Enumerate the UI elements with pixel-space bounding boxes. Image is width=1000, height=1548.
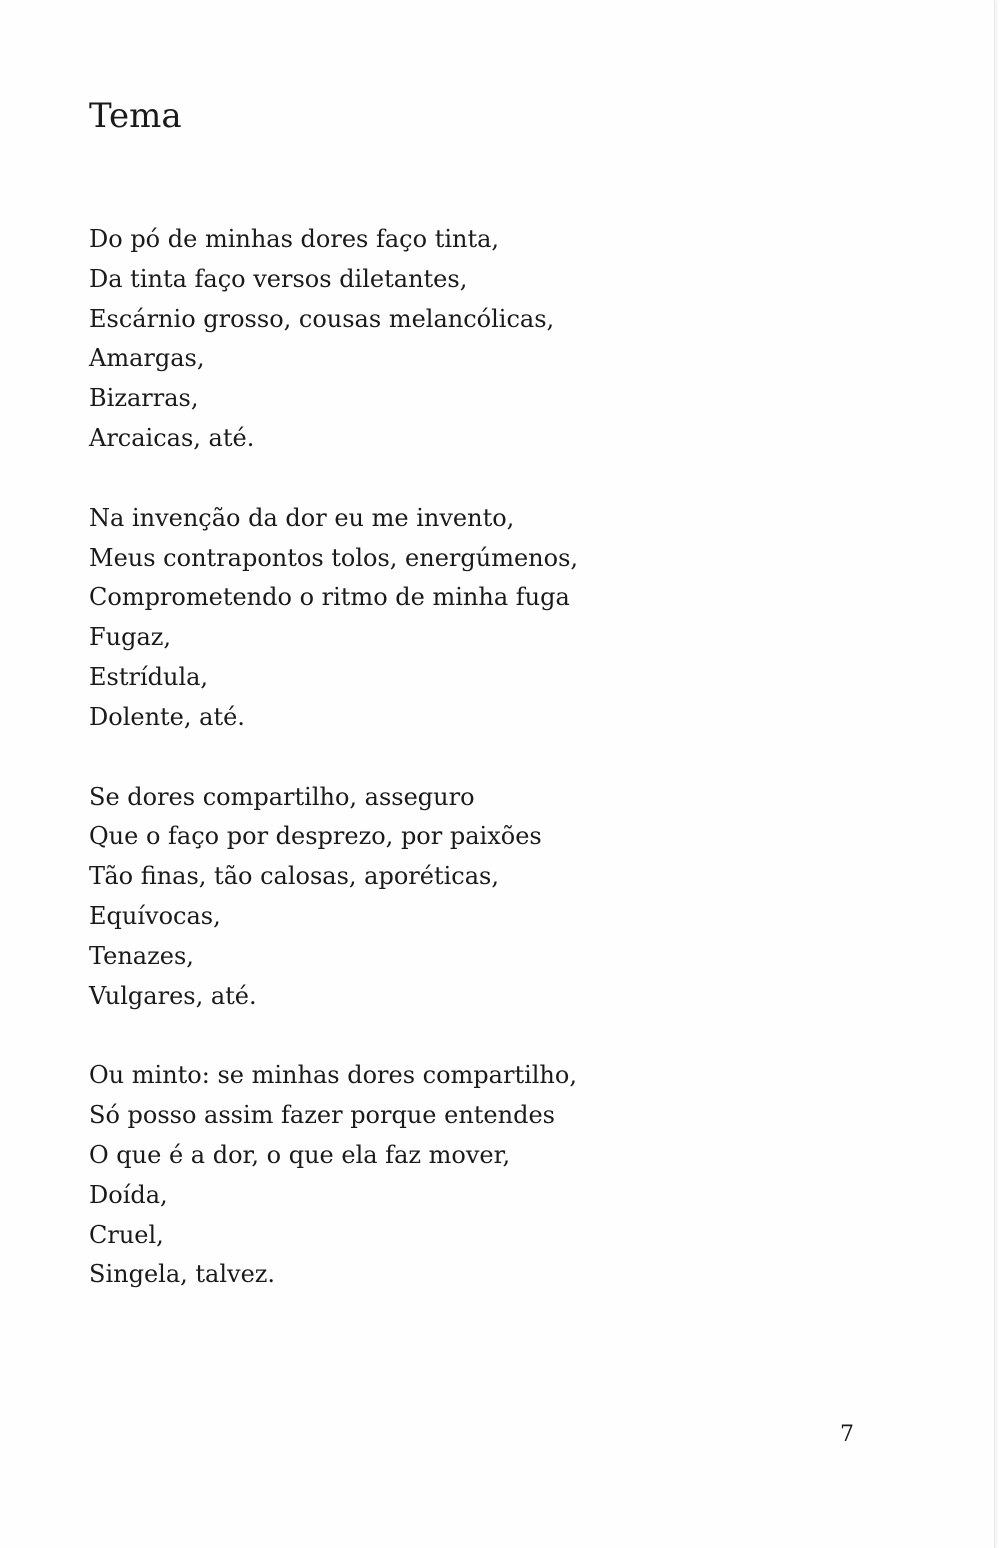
- poem-line: Singela, talvez.: [89, 1260, 276, 1289]
- poem-line: Amargas,: [89, 344, 205, 373]
- poem-line: Estrídula,: [89, 662, 209, 691]
- poem-body: [89, 220, 789, 1335]
- poem-line: Escárnio grosso, cousas melancólicas,: [89, 304, 555, 333]
- poem-line: Tenazes,: [89, 941, 194, 970]
- poem-line: Doída,: [89, 1180, 168, 1209]
- stanza-2: [89, 499, 789, 738]
- poem-line: Vulgares, até.: [89, 981, 257, 1010]
- poem-line: Que o faço por desprezo, por paixões: [89, 822, 542, 851]
- poem-line: Comprometendo o ritmo de minha fuga: [89, 583, 570, 612]
- poem-line: Tão finas, tão calosas, aporéticas,: [89, 862, 499, 891]
- poem-line: Equívocas,: [89, 901, 221, 930]
- poem-line: Dolente, até.: [89, 702, 245, 731]
- poem-line: Cruel,: [89, 1220, 164, 1249]
- poem-line: Arcaicas, até.: [89, 423, 255, 452]
- poem-line: Bizarras,: [89, 384, 199, 413]
- poem-line: Só posso assim fazer porque entendes: [89, 1101, 555, 1130]
- poem-line: Da tinta faço versos diletantes,: [89, 264, 468, 293]
- poem-line: Meus contrapontos tolos, energúmenos,: [89, 543, 579, 572]
- poem-line: Fugaz,: [89, 623, 172, 652]
- poem-line: Do pó de minhas dores faço tinta,: [89, 225, 500, 253]
- stanza-4: [89, 1056, 789, 1295]
- poem-line: Se dores compartilho, asseguro: [89, 782, 475, 811]
- poem-line: O que é a dor, o que ela faz mover,: [89, 1140, 511, 1169]
- page-number: 7: [840, 1422, 854, 1447]
- stanza-3: [89, 778, 789, 1017]
- poem-line: Ou minto: se minhas dores compartilho,: [89, 1061, 577, 1090]
- stanza-1: [89, 220, 789, 459]
- poem-line: Na invenção da dor eu me invento,: [89, 503, 515, 532]
- poem-title: Tema: [89, 96, 182, 136]
